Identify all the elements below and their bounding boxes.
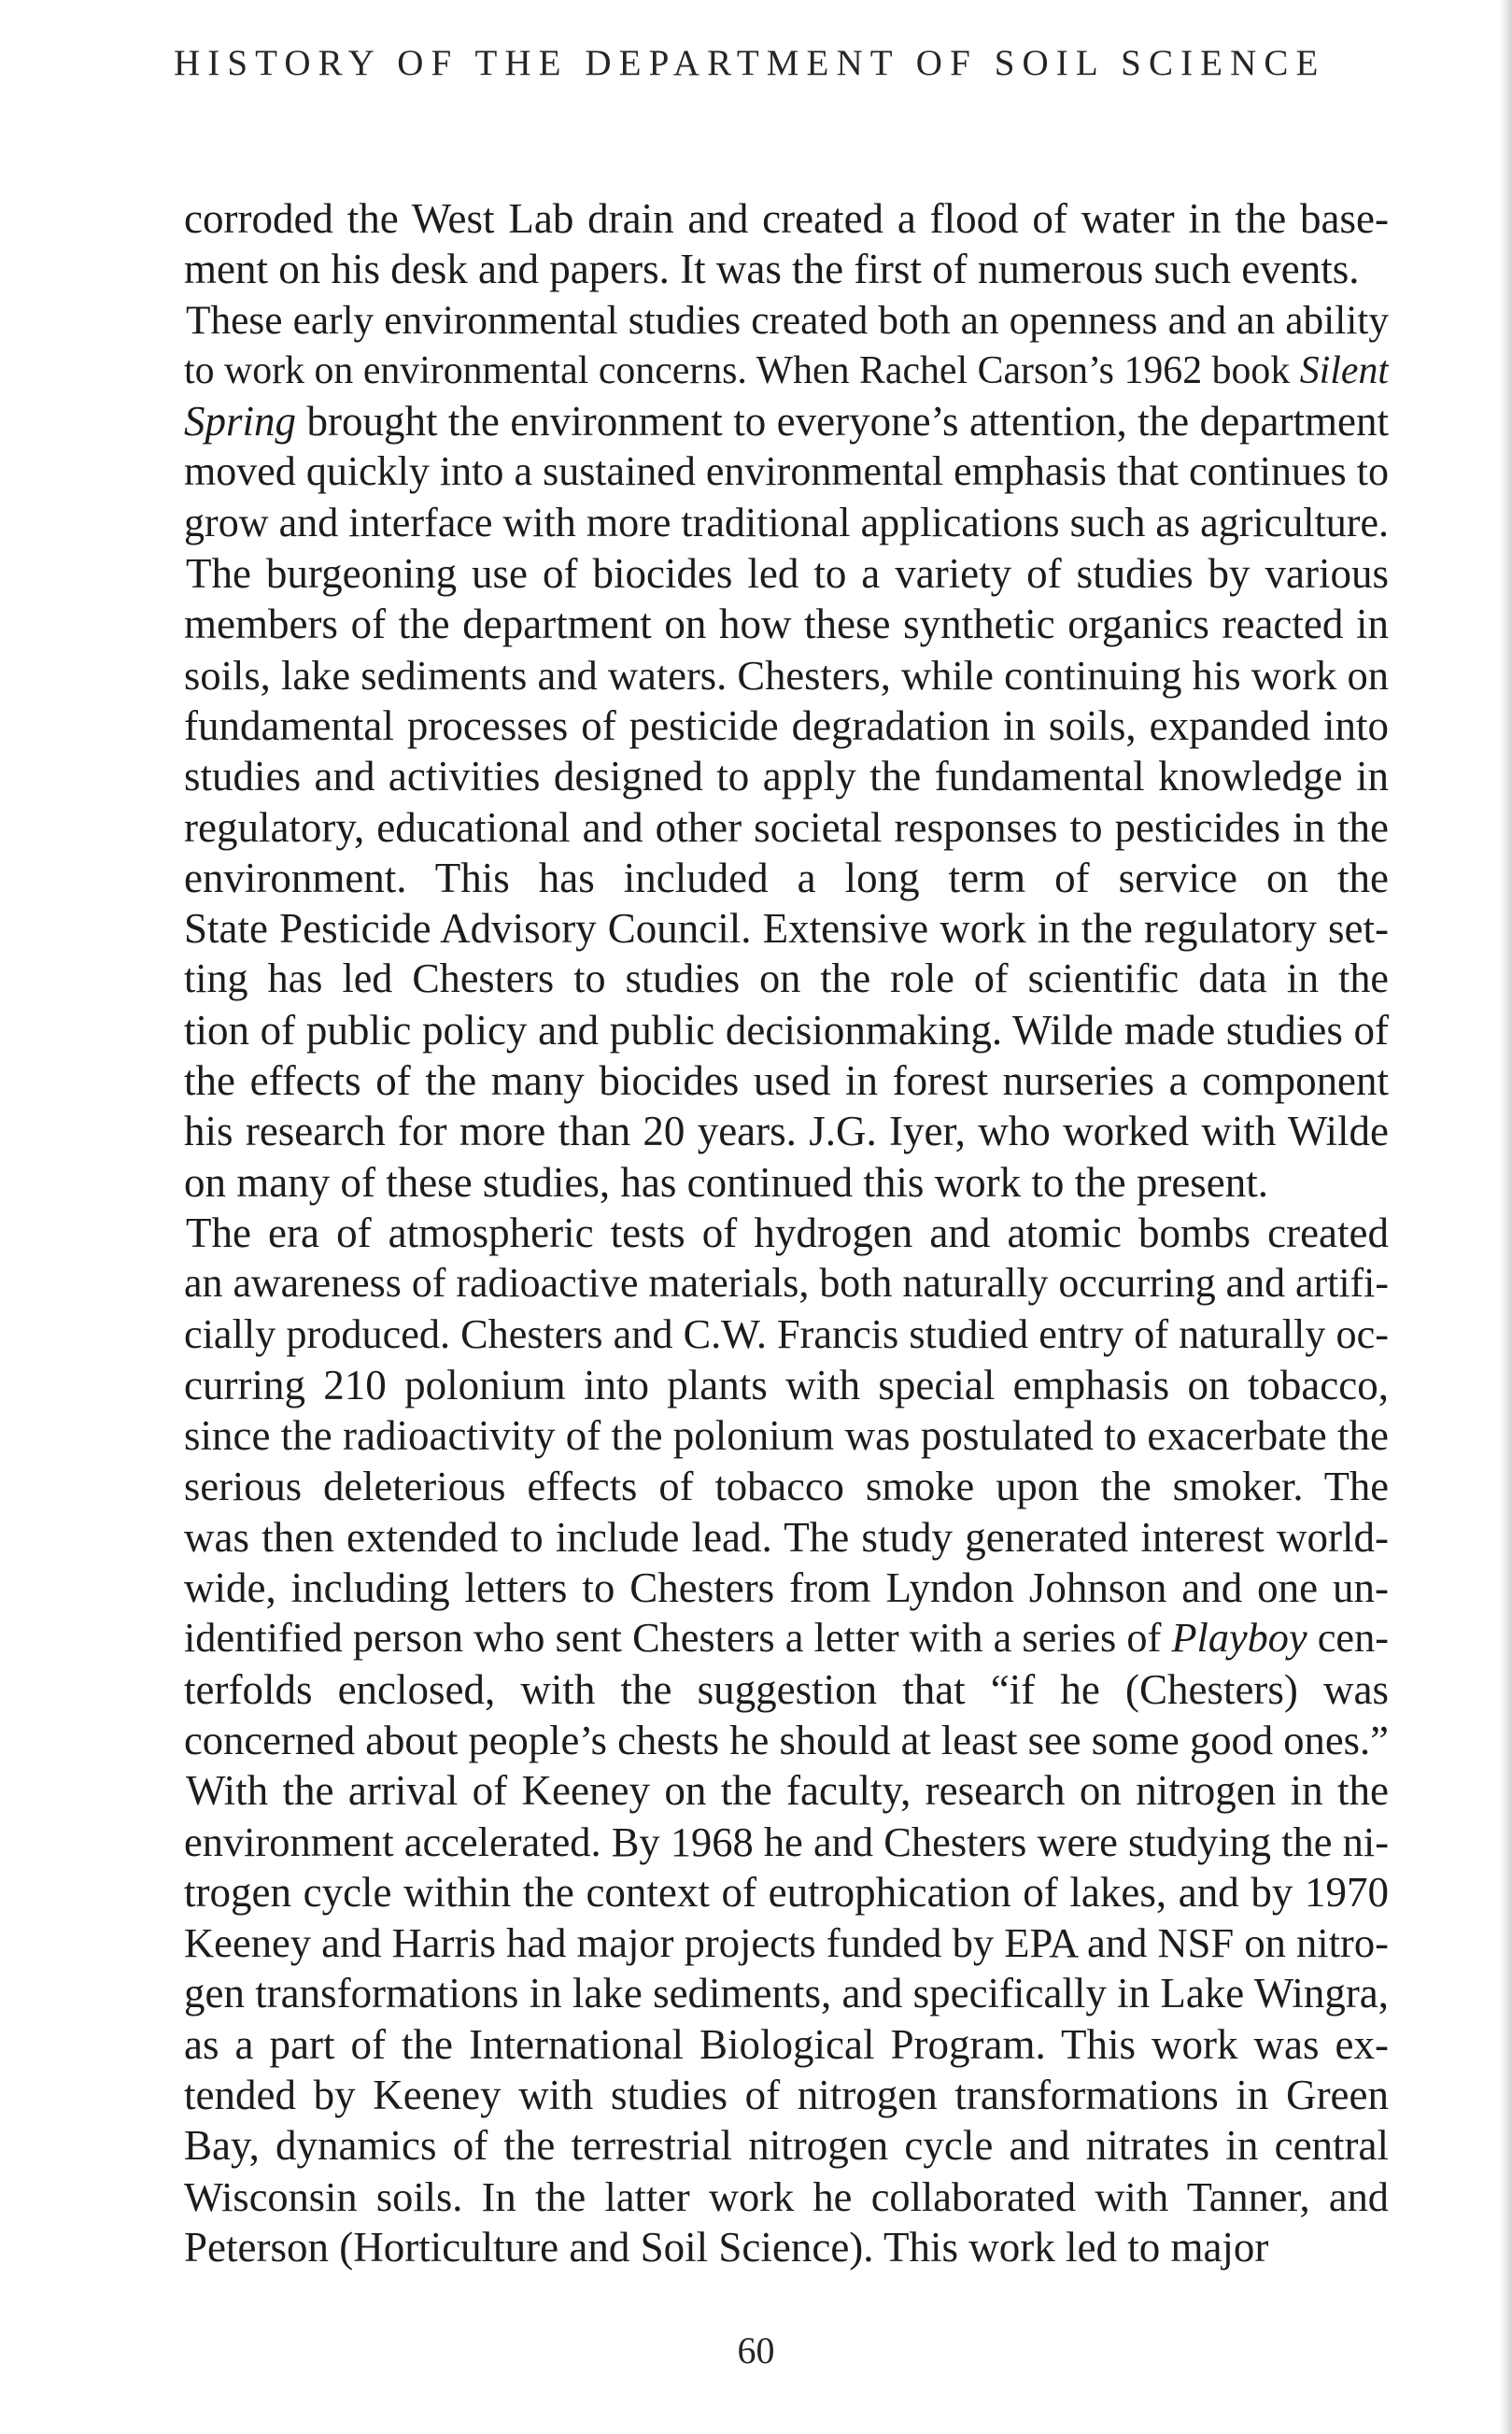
text-line	[184, 1765, 1389, 1816]
text-run: to work on environmental concerns. When Rachel Carson’s 1962 book	[184, 348, 1300, 392]
text-line	[184, 446, 1389, 497]
page-edge-shadow	[1499, 0, 1512, 2434]
text-line	[184, 193, 1389, 244]
text-run: moved quickly into a sustained environmental emphasis that continues to	[184, 448, 1389, 495]
text-line	[184, 2070, 1389, 2120]
text-line	[184, 244, 1389, 294]
text-line	[184, 548, 1389, 599]
text-line	[184, 1917, 1389, 1968]
text-run: Peterson (Horticulture and Soil Science). This work led to major	[184, 2223, 1269, 2271]
text-run: tended by Keeney with studies of nitrogen transformations in Green	[184, 2071, 1389, 2118]
text-line	[184, 396, 1389, 446]
text-line	[184, 2222, 1389, 2272]
text-run: The burgeoning use of biocides led to a variety of studies by various	[186, 550, 1389, 598]
text-line	[184, 700, 1389, 751]
text-line	[184, 650, 1389, 700]
text-run: trogen cycle within the context of eutrophication of lakes, and by 1970	[184, 1868, 1389, 1916]
text-run: cen-	[1307, 1615, 1389, 1662]
text-run: grow and interface with more traditional applications such as agriculture.	[184, 499, 1390, 545]
text-line	[184, 1512, 1389, 1563]
text-line	[184, 1563, 1389, 1613]
text-run: ting has led Chesters to studies on the role of scientific data in the	[184, 955, 1389, 1002]
text-run: corroded the West Lab drain and created a flood of water in the base-	[184, 195, 1389, 242]
text-line	[184, 1410, 1389, 1461]
text-line	[184, 498, 1389, 548]
text-run: These early environmental studies created both an openness and an ability	[186, 297, 1389, 343]
text-run: an awareness of radioactive materials, both naturally occurring and artifi-	[184, 1261, 1389, 1307]
text-run: curring 210 polonium into plants with special emphasis on tobacco,	[184, 1361, 1389, 1408]
italic-title: Spring	[184, 398, 297, 446]
text-run: ment on his desk and papers. It was the first of numerous such events.	[184, 246, 1360, 293]
text-run: gen transformations in lake sediments, and specifically in Lake Wingra,	[184, 1970, 1389, 2017]
text-line	[184, 751, 1389, 801]
text-run: The era of atmospheric tests of hydrogen and atomic bombs created	[186, 1209, 1389, 1256]
italic-title: Silent	[1299, 348, 1389, 392]
text-line	[184, 1208, 1389, 1258]
text-line	[184, 1613, 1389, 1663]
text-line	[184, 1664, 1389, 1715]
text-run: environment. This has included a long term of service on the	[184, 854, 1389, 901]
text-run: serious deleterious effects of tobacco smoke upon the smoker. The	[184, 1463, 1389, 1510]
text-run: was then extended to include lead. The study generated interest world-	[184, 1513, 1389, 1561]
text-run: identified person who sent Chesters a letter with a series of	[184, 1615, 1172, 1662]
text-run: cially produced. Chesters and C.W. Francis studied entry of naturally oc-	[184, 1310, 1389, 1357]
text-line	[184, 2120, 1389, 2171]
text-run: tion of public policy and public decisionmaking. Wilde made studies of	[184, 1006, 1389, 1054]
text-run: Keeney and Harris had major projects funded by EPA and NSF on nitro-	[184, 1919, 1389, 1967]
text-run: concerned about people’s chests he should at least see some good ones.”	[184, 1716, 1389, 1763]
text-run: since the radioactivity of the polonium was postulated to exacerbate the	[184, 1412, 1389, 1460]
text-run: regulatory, educational and other societal responses to pesticides in the	[184, 803, 1389, 851]
text-run: environment accelerated. By 1968 he and Chesters were studying the ni-	[184, 1818, 1389, 1865]
text-line	[184, 1360, 1389, 1410]
text-run: soils, lake sediments and waters. Chesters, while continuing his work on	[184, 651, 1389, 699]
text-run: his research for more than 20 years. J.G. Iyer, who worked with Wilde	[184, 1108, 1389, 1155]
text-line	[184, 1157, 1389, 1208]
text-line	[184, 853, 1389, 903]
text-run: as a part of the International Biological Program. This work was ex-	[184, 2020, 1389, 2068]
text-line	[184, 1258, 1389, 1309]
text-line	[184, 295, 1389, 346]
text-line	[184, 903, 1389, 954]
text-line	[184, 346, 1389, 396]
text-line	[184, 1055, 1389, 1106]
running-head: HISTORY OF THE DEPARTMENT OF SOIL SCIENCE	[174, 43, 1326, 83]
text-line	[184, 1005, 1389, 1055]
text-line	[184, 1461, 1389, 1511]
text-run: terfolds enclosed, with the suggestion that “if he (Chesters) was	[184, 1665, 1389, 1713]
text-run: wide, including letters to Chesters from Lyndon Johnson and one un-	[184, 1564, 1389, 1612]
body-text	[184, 193, 1389, 2272]
text-line	[184, 954, 1389, 1004]
text-line	[184, 1715, 1389, 1765]
text-run: fundamental processes of pesticide degradation in soils, expanded into	[184, 701, 1389, 749]
text-run: State Pesticide Advisory Council. Extensive work in the regulatory set-	[184, 905, 1389, 953]
text-run: With the arrival of Keeney on the faculty, research on nitrogen in the	[186, 1767, 1389, 1815]
text-line	[184, 2019, 1389, 2070]
text-line	[184, 1867, 1389, 1917]
italic-title: Playboy	[1171, 1615, 1307, 1662]
text-run: members of the department on how these synthetic organics reacted in	[184, 601, 1389, 648]
text-run: studies and activities designed to apply the fundamental knowledge in	[184, 753, 1389, 800]
text-line	[184, 1817, 1389, 1867]
text-line	[184, 1968, 1389, 2018]
text-run: Wisconsin soils. In the latter work he collaborated with Tanner, and	[184, 2172, 1389, 2220]
text-run: brought the environment to everyone’s attention, the department	[296, 398, 1389, 446]
text-line	[184, 1309, 1389, 1360]
text-run: Bay, dynamics of the terrestrial nitrogen cycle and nitrates in central	[184, 2122, 1389, 2170]
text-line	[184, 802, 1389, 853]
text-line	[184, 1106, 1389, 1156]
text-run: on many of these studies, has continued this work to the present.	[184, 1158, 1269, 1206]
text-line	[184, 2172, 1389, 2222]
text-line	[184, 599, 1389, 649]
page-number: 60	[737, 2329, 775, 2371]
text-run: the effects of the many biocides used in forest nurseries a component	[184, 1057, 1389, 1105]
